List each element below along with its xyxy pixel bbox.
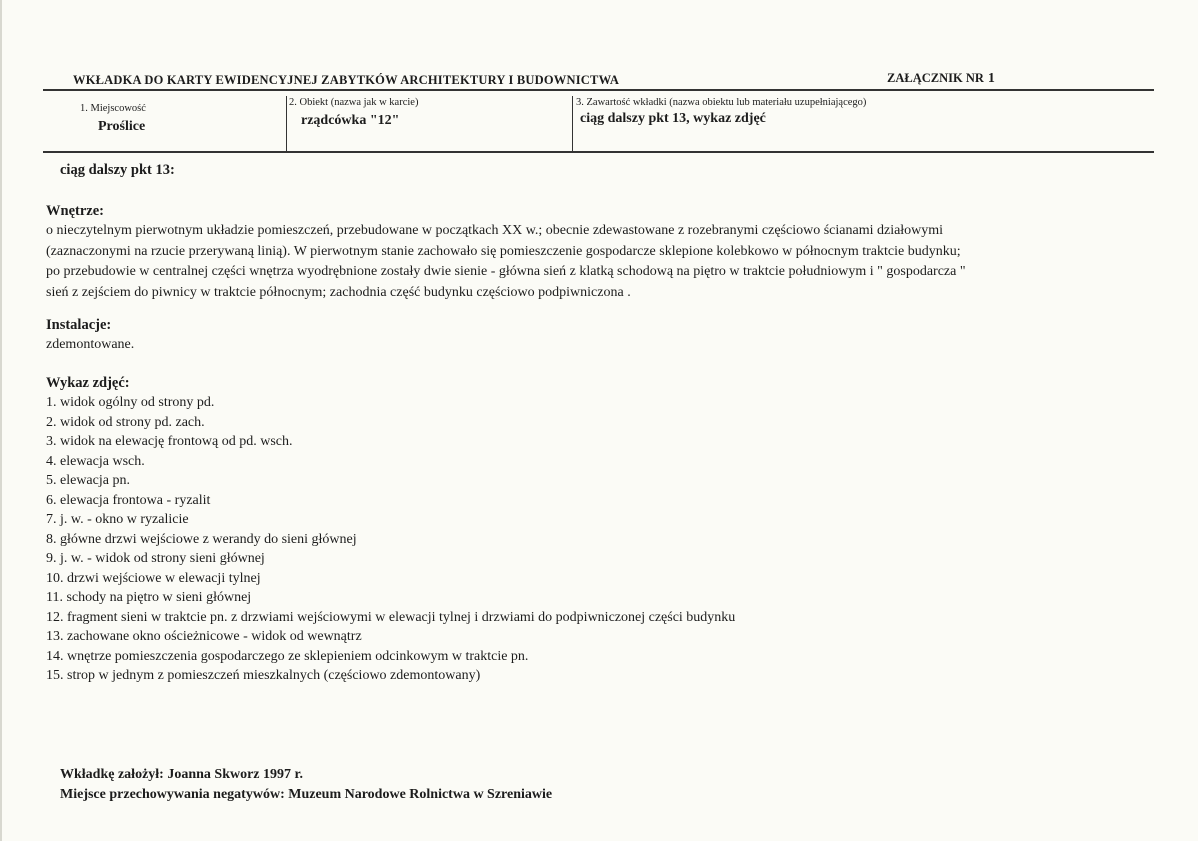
- photo-list-item: 1. widok ogólny od strony pd.: [46, 395, 215, 410]
- interior-line: (zaznaczonymi na rzucie przerywaną linią). W pierwotnym stanie zachowało się pomieszczenie gospodarcze sklepione kolebkowo w północnym traktcie budynku;: [46, 243, 961, 259]
- photo-list-item: 6. elewacja frontowa - ryzalit: [46, 492, 211, 508]
- interior-line: o nieczytelnym pierwotnym układzie pomieszczeń, przebudowane w początkach XX w.; obecnie zdewastowane z rozebranymi częściowo ścianami działowymi: [46, 223, 944, 238]
- installations-text: zdemontowane.: [46, 337, 135, 352]
- object-label: 2. Obiekt (nazwa jak w karcie): [289, 97, 419, 108]
- photo-list-item: 7. j. w. - okno w ryzalicie: [46, 512, 189, 527]
- photo-list-item: 13. zachowane okno ościeżnicowe - widok od wewnątrz: [46, 629, 362, 644]
- contents-label: 3. Zawartość wkładki (nazwa obiektu lub materiału uzupełniającego): [576, 97, 867, 108]
- header-bottom-rule: [43, 151, 1154, 153]
- photo-list-item: 10. drzwi wejściowe w elewacji tylnej: [46, 570, 261, 586]
- header-top-rule: [43, 89, 1154, 91]
- annex-label: [887, 71, 995, 87]
- object-value: rządcówka "12": [301, 113, 400, 128]
- author-line: Wkładkę założył: Joanna Skworz 1997 r.: [60, 767, 303, 782]
- page-edge: [0, 0, 2, 841]
- interior-section: [46, 201, 1156, 303]
- annex-label-text: ZAŁĄCZNIK NR: [887, 71, 984, 85]
- installations-title: Instalacje:: [46, 317, 112, 333]
- photo-list: [46, 393, 1156, 686]
- annex-number: 1: [987, 71, 995, 86]
- photo-list-item: 8. główne drzwi wejściowe z werandy do sieni głównej: [46, 531, 357, 547]
- photo-list-item: 4. elewacja wsch.: [46, 453, 145, 469]
- locality-value: Proślice: [98, 119, 146, 134]
- photo-list-item: 15. strop w jednym z pomieszczeń mieszkalnych (częściowo zdemontowany): [46, 668, 481, 683]
- document-title: WKŁADKA DO KARTY EWIDENCYJNEJ ZABYTKÓW ARCHITEKTURY I BUDOWNICTWA: [73, 73, 620, 87]
- installations-section: [46, 315, 1156, 356]
- photos-section: [46, 373, 1156, 686]
- photo-list-item: 12. fragment sieni w traktcie pn. z drzwiami wejściowymi w elewacji tylnej i drzwiami do podpiwniczonej części budynku: [46, 609, 736, 625]
- negatives-location: Miejsce przechowywania negatywów: Muzeum Narodowe Rolnictwa w Szreniawie: [60, 787, 553, 802]
- photo-list-item: 11. schody na piętro w sieni głównej: [46, 590, 252, 605]
- interior-title: Wnętrze:: [46, 203, 104, 219]
- locality-label: 1. Miejscowość: [80, 103, 146, 114]
- photo-list-item: 3. widok na elewację frontową od pd. wsch.: [46, 434, 293, 449]
- photo-list-item: 14. wnętrze pomieszczenia gospodarczego ze sklepieniem odcinkowym w traktcie pn.: [46, 648, 529, 664]
- field-divider-2: [572, 96, 573, 152]
- field-divider-1: [286, 96, 287, 152]
- photo-list-item: 2. widok od strony pd. zach.: [46, 414, 205, 430]
- photo-list-item: 9. j. w. - widok od strony sieni głównej: [46, 551, 265, 566]
- contents-value: ciąg dalszy pkt 13, wykaz zdjęć: [580, 111, 766, 126]
- interior-line: po przebudowie w centralnej części wnętrza wyodrębnione zostały dwie sienie - główna sień z klatką schodową na piętro w traktcie południowym i " gospodarcza ": [46, 264, 966, 279]
- photos-title: Wykaz zdjęć:: [46, 375, 130, 391]
- continuation-heading: ciąg dalszy pkt 13:: [60, 162, 175, 178]
- photo-list-item: 5. elewacja pn.: [46, 473, 130, 488]
- interior-line: sień z zejściem do piwnicy w traktcie północnym; zachodnia część budynku częściowo podpiwniczona .: [46, 284, 631, 300]
